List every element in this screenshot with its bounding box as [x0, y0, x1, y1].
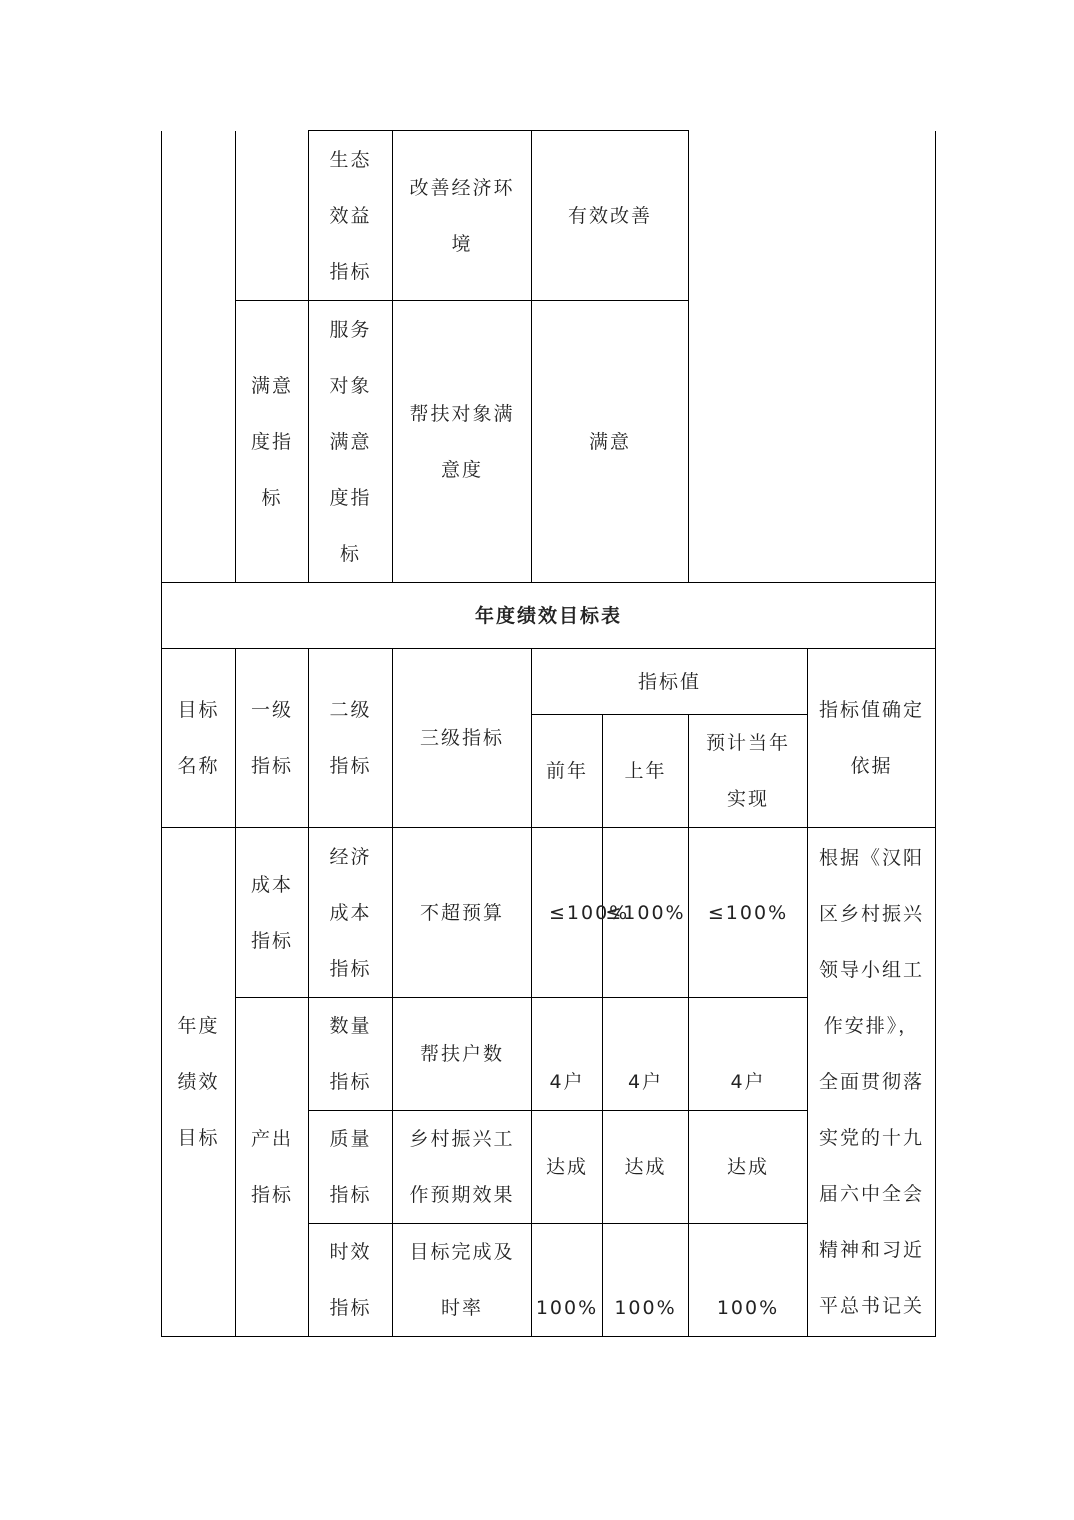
- timeliness-level2: 时效指标: [329, 1241, 372, 1319]
- header-target-name: 目标名称: [162, 649, 236, 828]
- satisfaction-level3: 帮扶对象满意度: [409, 402, 515, 481]
- basis-cell: [808, 828, 936, 1337]
- output-level1: 产出指标: [250, 1128, 293, 1206]
- timeliness-last-year: 100%: [603, 1224, 689, 1337]
- cost-prev-year: ≤100%: [549, 901, 630, 924]
- table-title-row: [162, 583, 936, 649]
- quantity-level3: 帮扶户数: [393, 998, 532, 1111]
- level3-cell: [393, 131, 532, 301]
- cost-level2: 经济成本指标: [329, 845, 372, 980]
- level2-cell: [309, 131, 393, 301]
- level3-cell: [393, 1224, 532, 1337]
- cost-expected: ≤100%: [689, 828, 808, 998]
- basis-text: 根据《汉阳区乡村振兴领导小组工作安排》，全面贯彻落实党的十九届六中全会精神和习近平总书记关: [819, 847, 925, 1317]
- level1-cell: [236, 998, 309, 1337]
- quantity-expected: 4户: [689, 998, 808, 1111]
- quantity-level2: 数量指标: [329, 1015, 372, 1093]
- quality-level3: 乡村振兴工作预期效果: [409, 1128, 515, 1206]
- header-basis: 指标值确定依据: [808, 649, 936, 828]
- table-row: [162, 828, 936, 998]
- level2-cell: [309, 301, 393, 583]
- header-level1: 一级指标: [236, 649, 309, 828]
- header-last-year: 上年: [603, 715, 689, 828]
- header-expected: 预计当年实现: [689, 715, 808, 828]
- cost-level1: 成本指标: [250, 873, 293, 952]
- ecological-level3: 改善经济环境: [409, 176, 515, 255]
- empty-cell: [689, 131, 936, 583]
- level2-cell: [309, 998, 393, 1111]
- level2-cell: [309, 1111, 393, 1224]
- table-row: [162, 131, 936, 301]
- header-row: [162, 649, 936, 715]
- quality-expected: 达成: [689, 1111, 808, 1224]
- level2-cell: [309, 828, 393, 998]
- satisfaction-level2: 服务对象满意度指标: [329, 318, 372, 565]
- target-name: 年度绩效目标: [177, 1015, 220, 1149]
- level3-cell: [393, 1111, 532, 1224]
- empty-cell: [236, 131, 309, 301]
- satisfaction-level1: 满意度指标: [250, 374, 293, 509]
- value-cell: [532, 828, 630, 998]
- timeliness-expected: 100%: [689, 1224, 808, 1337]
- header-level2: 二级指标: [309, 649, 393, 828]
- level1-cell: [236, 828, 309, 998]
- quantity-last-year: 4户: [603, 998, 689, 1111]
- timeliness-level3: 目标完成及时率: [409, 1241, 515, 1319]
- timeliness-prev-year: 100%: [532, 1224, 603, 1337]
- header-level3: 三级指标: [393, 649, 532, 828]
- quality-prev-year: 达成: [532, 1111, 603, 1224]
- quality-level2: 质量指标: [329, 1128, 372, 1206]
- empty-cell: [162, 131, 236, 583]
- level3-cell: [393, 301, 532, 583]
- quality-last-year: 达成: [603, 1111, 689, 1224]
- cost-last-year: ≤100%: [603, 828, 689, 998]
- ecological-level2: 生态效益指标: [329, 148, 372, 283]
- ecological-value: 有效改善: [532, 131, 689, 301]
- level1-cell: [236, 301, 309, 583]
- quantity-prev-year: 4户: [532, 998, 603, 1111]
- cost-level3: 不超预算: [393, 828, 532, 998]
- header-indicator-value: 指标值: [532, 649, 808, 715]
- target-name-cell: [162, 828, 236, 1337]
- level2-cell: [309, 1224, 393, 1337]
- performance-table: [161, 130, 936, 1337]
- header-prev-year: 前年: [532, 715, 603, 828]
- table-title: 年度绩效目标表: [162, 583, 936, 649]
- satisfaction-value: 满意: [532, 301, 689, 583]
